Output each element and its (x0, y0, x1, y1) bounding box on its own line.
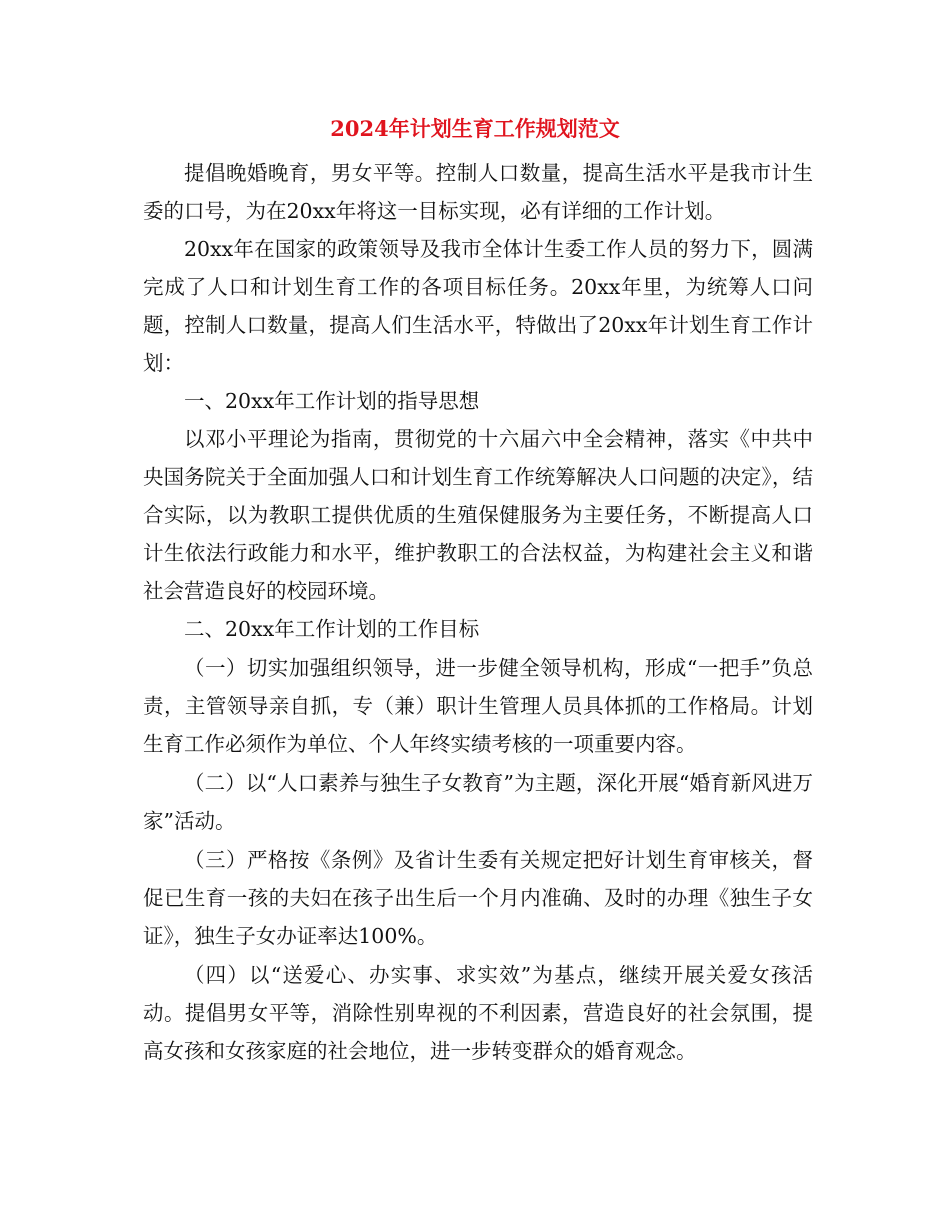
paragraph-goal-2: （二）以“人口素养与独生子女教育”为主题，深化开展“婚育新风进万家”活动。 (143, 771, 813, 833)
section-heading-1: 一、20xx年工作计划的指导思想 (184, 389, 480, 413)
paragraph-intro: 提倡晚婚晚育，男女平等。控制人口数量，提高生活水平是我市计生委的口号，为在20xx年将这一目标实现，必有详细的工作计划。 (143, 161, 813, 223)
paragraph-goal-3: （三）严格按《条例》及省计生委有关规定把好计划生育审核关，督促已生育一孩的夫妇在孩子出生后一个月内准确、及时的办理《独生子女证》，独生子女办证率达100%。 (143, 848, 813, 948)
paragraph-guiding-ideology: 以邓小平理论为指南，贯彻党的十六届六中全会精神，落实《中共中央国务院关于全面加强人口和计划生育工作统筹解决人口问题的决定》，结合实际，以为教职工提供优质的生殖保健服务为主要任务，不断提高人口计生依法行政能力和水平，维护教职工的合法权益，为构建社会主义和谐社会营造良好的校园环境。 (143, 427, 813, 603)
paragraph-goal-1: （一）切实加强组织领导，进一步健全领导机构，形成“一把手”负总责，主管领导亲自抓，专（兼）职计生管理人员具体抓的工作格局。计划生育工作必须作为单位、个人年终实绩考核的一项重要内容。 (143, 656, 813, 756)
document-body (143, 154, 813, 1070)
paragraph-background: 20xx年在国家的政策领导及我市全体计生委工作人员的努力下，圆满完成了人口和计划生育工作的各项目标任务。20xx年里，为统筹人口问题，控制人口数量，提高人们生活水平，特做出了20xx年计划生育工作计划： (143, 237, 813, 375)
section-heading-2: 二、20xx年工作计划的工作目标 (184, 617, 480, 641)
paragraph-goal-4: （四）以“送爱心、办实事、求实效”为基点，继续开展关爱女孩活动。提倡男女平等，消除性别卑视的不利因素，营造良好的社会氛围，提高女孩和女孩家庭的社会地位，进一步转变群众的婚育观念。 (143, 963, 813, 1063)
document-title: 2024年计划生育工作规划范文 (330, 116, 620, 141)
